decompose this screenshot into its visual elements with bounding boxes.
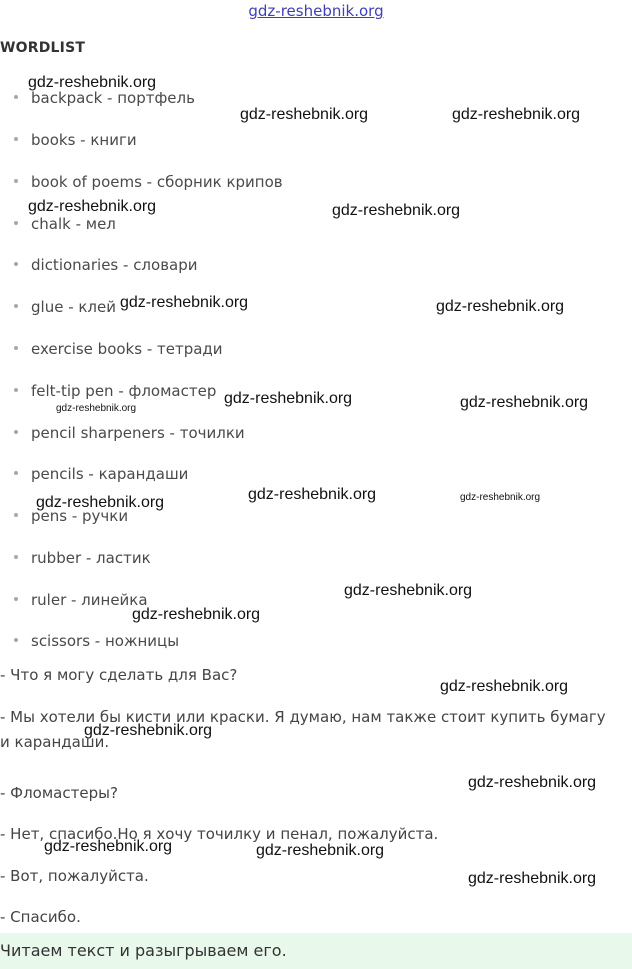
watermark: gdz-reshebnik.org xyxy=(256,842,385,859)
list-item: ruler - линейка xyxy=(14,591,148,613)
bullet-icon xyxy=(14,513,18,517)
watermark: gdz-reshebnik.org xyxy=(468,870,597,887)
watermark: gdz-reshebnik.org xyxy=(84,722,213,739)
list-item: books - книги xyxy=(14,131,137,153)
site-header-link[interactable]: gdz-reshebnik.org xyxy=(248,2,384,20)
bullet-icon xyxy=(14,346,18,350)
bullet-icon xyxy=(14,95,18,99)
list-item: scissors - ножницы xyxy=(14,632,179,654)
bullet-icon xyxy=(14,304,18,308)
bullet-icon xyxy=(14,430,18,434)
dialog-line: - Нет, спасибо.Но я хочу точилку и пенал, пожалуйста. xyxy=(0,825,439,843)
list-item: rubber - ластик xyxy=(14,549,151,571)
instruction-text: Читаем текст и разыгрываем его. xyxy=(0,941,287,960)
list-item: pencil sharpeners - точилки xyxy=(14,424,245,446)
watermark: gdz-reshebnik.org xyxy=(56,403,137,414)
watermark: gdz-reshebnik.org xyxy=(240,106,369,123)
dialog-line: - Спасибо. xyxy=(0,908,81,926)
watermark: gdz-reshebnik.org xyxy=(28,74,157,91)
list-item: dictionaries - словари xyxy=(14,256,198,278)
watermark: gdz-reshebnik.org xyxy=(436,298,565,315)
bullet-icon xyxy=(14,597,18,601)
bullet-icon xyxy=(14,221,18,225)
list-item: pencils - карандаши xyxy=(14,465,188,487)
dialog-line: - Мы хотели бы кисти или краски. Я думаю, нам также стоит купить бумагу и карандаши. xyxy=(0,708,606,751)
watermark: gdz-reshebnik.org xyxy=(440,678,569,695)
list-item: chalk - мел xyxy=(14,215,116,237)
bullet-icon xyxy=(14,179,18,183)
watermark: gdz-reshebnik.org xyxy=(132,606,261,623)
watermark: gdz-reshebnik.org xyxy=(460,492,541,503)
watermark: gdz-reshebnik.org xyxy=(344,582,473,599)
list-item: book of poems - сборник крипов xyxy=(14,173,283,195)
bullet-icon xyxy=(14,388,18,392)
watermark: gdz-reshebnik.org xyxy=(468,774,597,791)
instruction-callout xyxy=(0,933,632,969)
list-item: exercise books - тетради xyxy=(14,340,223,362)
watermark: gdz-reshebnik.org xyxy=(332,202,461,219)
list-item: glue - клей xyxy=(14,298,116,320)
watermark: gdz-reshebnik.org xyxy=(44,838,173,855)
watermark: gdz-reshebnik.org xyxy=(224,390,353,407)
bullet-icon xyxy=(14,137,18,141)
wordlist-heading: WORDLIST xyxy=(0,40,86,56)
bullet-icon xyxy=(14,262,18,266)
watermark: gdz-reshebnik.org xyxy=(460,394,589,411)
watermark: gdz-reshebnik.org xyxy=(28,198,157,215)
dialog-line: - Что я могу сделать для Вас? xyxy=(0,666,238,684)
watermark: gdz-reshebnik.org xyxy=(452,106,581,123)
watermark: gdz-reshebnik.org xyxy=(36,494,165,511)
list-item: backpack - портфель xyxy=(14,89,195,111)
watermark: gdz-reshebnik.org xyxy=(248,486,377,503)
dialog-line: - Вот, пожалуйста. xyxy=(0,867,149,885)
list-item: felt-tip pen - фломастер xyxy=(14,382,216,404)
watermark: gdz-reshebnik.org xyxy=(120,294,249,311)
list-item: pens - ручки xyxy=(14,507,128,529)
bullet-icon xyxy=(14,471,18,475)
bullet-icon xyxy=(14,638,18,642)
bullet-icon xyxy=(14,555,18,559)
dialog-line: - Фломастеры? xyxy=(0,784,118,802)
